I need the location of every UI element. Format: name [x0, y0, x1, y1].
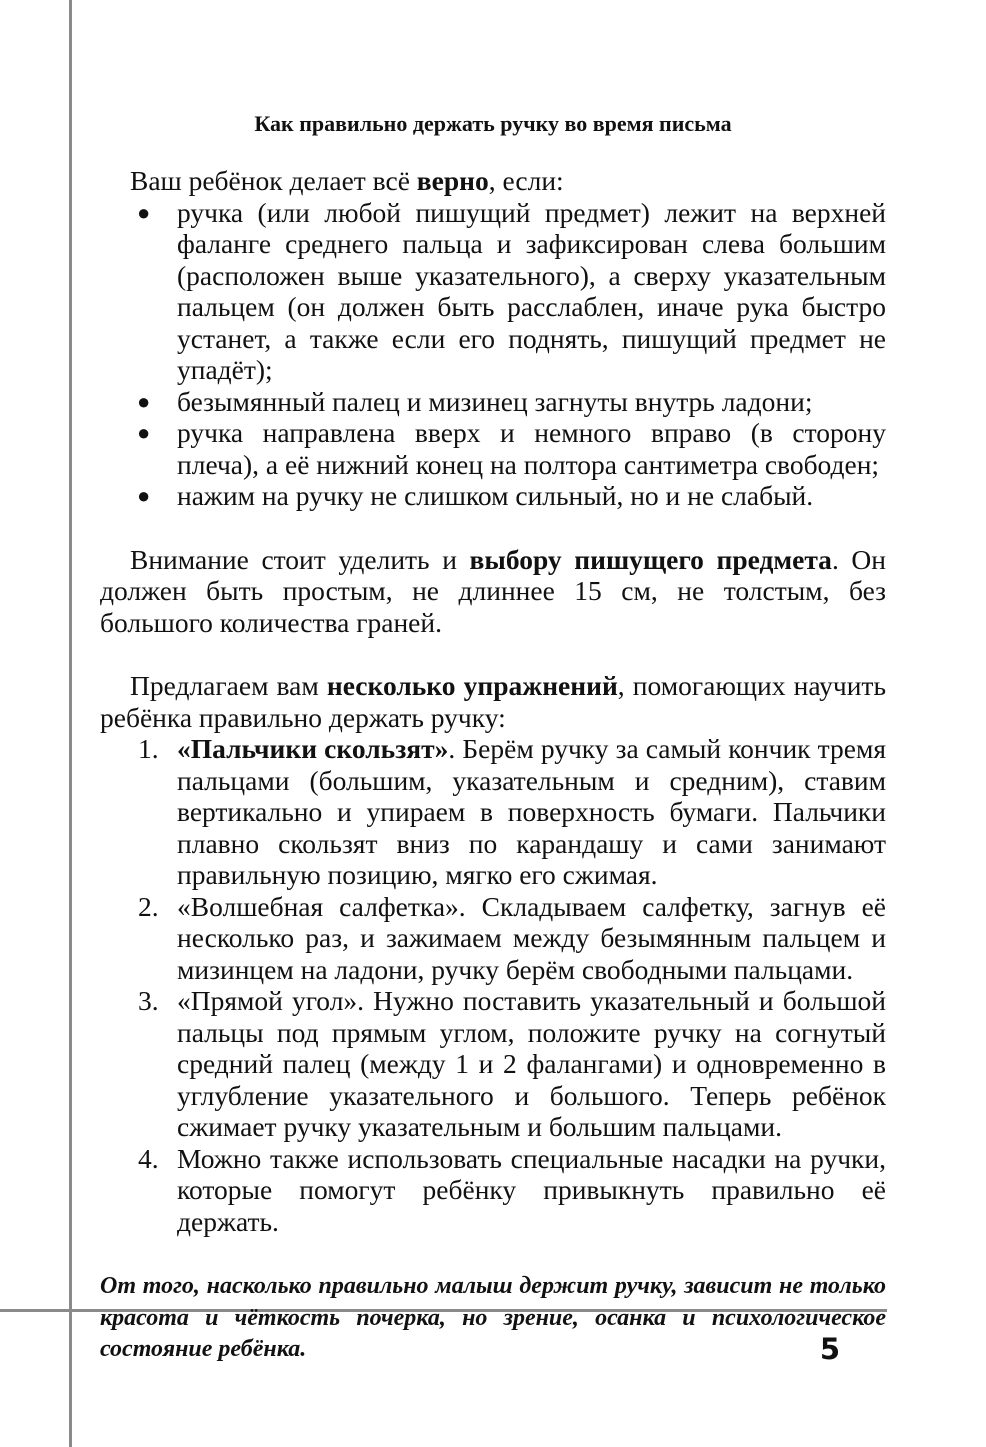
attention-text: Внимание стоит уделить и [130, 543, 470, 575]
list-item-text: безымянный палец и мизинец загнуты внутрь ладони; [177, 385, 813, 417]
exercise-item [100, 1143, 886, 1238]
exercises-intro-text-end: , помогающих научить ребёнка правильно держать ручку: [100, 670, 886, 733]
exercise-item [100, 985, 886, 1143]
bullet-icon: ● [137, 420, 151, 445]
list-item [100, 197, 886, 386]
list-item [100, 417, 886, 480]
intro-paragraph [100, 165, 886, 197]
exercise-text: . Складываем салфетку, загнув её несколько раз, и зажимаем между безымянным пальцем и мизинцем на ладони, ручку берём свободными пальцами. [177, 890, 886, 985]
list-item-text: ручка (или любой пишущий предмет) лежит на верхней фаланге среднего пальца и зафиксирован слева большим (расположен выше указательного), а сверху указательным пальцем (он должен быть расслаблен, иначе рука быстро устанет, а также если его поднять, пишущий предмет не упадёт); [177, 196, 886, 385]
list-item-text: ручка направлена вверх и немного вправо (в сторону плеча), а её нижний конец на полтора сантиметра свободен; [177, 417, 886, 480]
page-number: 5 [819, 1332, 840, 1366]
bullet-icon: ● [137, 199, 151, 225]
intro-text-end: , если: [488, 165, 564, 196]
list-item [100, 386, 886, 418]
bullet-icon: ● [137, 388, 151, 414]
list-item [100, 480, 886, 512]
attention-text-end: . Он должен быть простым, не длиннее 15 см, не толстым, без большого количества граней. [100, 543, 886, 638]
exercise-name: «Волшебная салфетка» [177, 890, 459, 922]
list-item-text: нажим на ручку не слишком сильный, но и не слабый. [177, 480, 814, 511]
intro-text: Ваш ребёнок делает всё [130, 165, 417, 196]
exercises-intro-paragraph [100, 670, 886, 733]
exercise-name: «Пальчики скользят» [177, 733, 449, 764]
exercise-number: 3. [138, 985, 159, 1016]
correct-grip-list [100, 197, 886, 512]
exercise-text: Можно также использовать специальные насадки на ручки, которые помогут ребёнку привыкнуть правильно её держать. [177, 1142, 886, 1237]
exercise-number: 4. [138, 1142, 159, 1174]
conclusion-note: От того, насколько правильно малыш держит ручку, зависит не только красота и чёткость почерка, но зрение, осанка и психологическое состояние ребёнка. [100, 1273, 886, 1362]
exercise-text: . Нужно поставить указательный и большой пальцы под прямым углом, положите ручку на согнутый средний палец (между 1 и 2 фалангами) и одновременно в углубление указательного и большого. Теперь ребёнок сжимает ручку указательным и большим пальцами. [177, 985, 886, 1142]
exercises-list [100, 733, 886, 1237]
exercise-item [100, 733, 886, 891]
exercise-item [100, 891, 886, 986]
page-content [100, 109, 886, 1366]
section-title: Как правильно держать ручку во время письма [254, 111, 732, 136]
exercise-name: «Прямой угол» [177, 985, 358, 1016]
exercise-number: 2. [138, 890, 159, 922]
bullet-icon: ● [137, 483, 151, 508]
exercises-intro-bold: несколько упражнений [326, 670, 618, 701]
exercise-number: 1. [138, 733, 159, 764]
exercises-intro-text: Предлагаем вам [130, 670, 327, 701]
attention-bold: выбору пишущего предмета [469, 543, 832, 575]
margin-vertical-rule [69, 0, 72, 1447]
intro-bold: верно [416, 165, 489, 196]
exercise-text: . Берём ручку за самый кончик тремя пальцами (большим, указательным и средним), ставим вертикально и упираем в поверхность бумаги. Пальчики плавно скользят вниз по карандашу и сами занимают правильную позицию, мягко его сжимая. [177, 733, 886, 890]
attention-paragraph [100, 544, 886, 639]
